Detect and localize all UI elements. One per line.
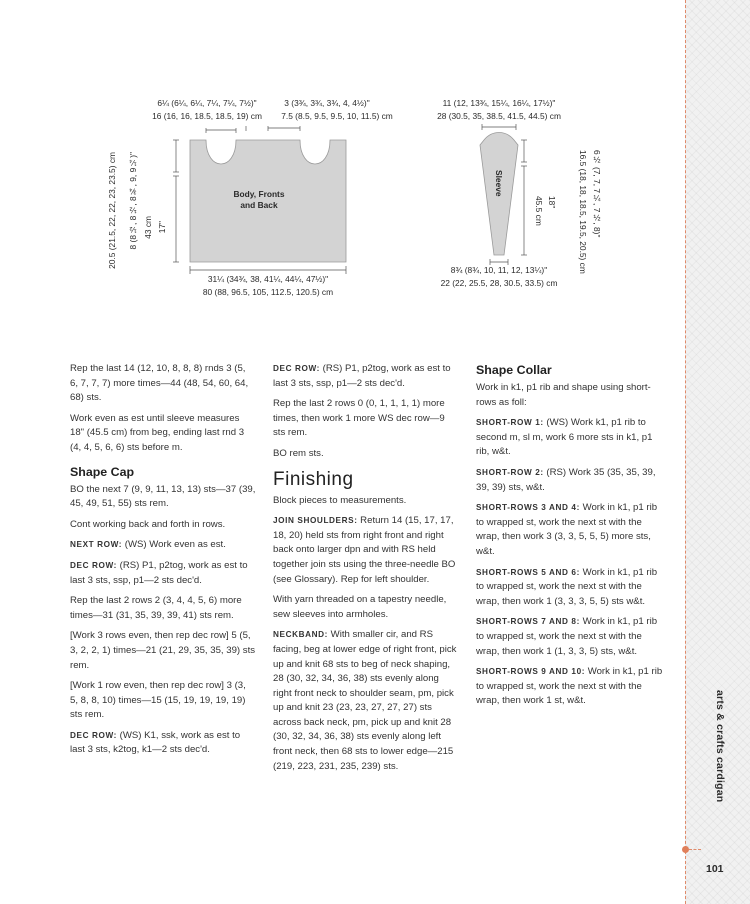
instruction-lead: SHORT-ROW 2: xyxy=(476,467,544,477)
sleeve-length-in: 18" xyxy=(547,196,557,209)
paragraph: BO rem sts. xyxy=(273,447,324,459)
paragraph: With yarn threaded on a tapestry needle, sew sleeves into armholes. xyxy=(273,594,447,620)
paragraph: Cont working back and forth in rows. xyxy=(70,518,226,530)
armhole-depth-in: 8 (8½, 8½, 8¾, 9, 9¼)" xyxy=(128,152,138,250)
column-2 xyxy=(273,362,459,780)
neck-width-cm: 7.5 (8.5, 9.5, 9.5, 10, 11.5) cm xyxy=(281,111,393,121)
instruction: DEC ROW: (RS) P1, p2tog, work as est to last 3 sts, ssp, p1—2 sts dec'd. xyxy=(273,363,451,389)
cap-height-cm: 16.5 (18, 18, 18.5, 19.5, 20.5) cm xyxy=(578,150,588,274)
body-width-in: 31¼ (34¾, 38, 41¼, 44¼, 47½)" xyxy=(207,274,329,284)
instruction-lead: NEXT ROW: xyxy=(70,540,123,550)
cap-height-in: 6½ (7, 7, 7¼, 7½, 8)" xyxy=(592,150,602,238)
body-length-in: 17" xyxy=(157,221,167,234)
heading-shape-collar: Shape Collar xyxy=(476,363,552,377)
sleeve-length-cm: 45.5 cm xyxy=(534,196,544,226)
page-number: 101 xyxy=(706,863,724,875)
side-marker-line xyxy=(689,849,701,850)
instruction-lead: SHORT-ROWS 5 AND 6: xyxy=(476,567,580,577)
instruction-lead: NECKBAND: xyxy=(273,630,328,640)
body-length-cm: 43 cm xyxy=(143,216,153,239)
instruction: NECKBAND: With smaller cir, and RS facing, beg at lower edge of right front, pick up and knit 68 sts to beg of neck shaping, 28 (30, 32, 34, 36, 38) sts evenly along right front neck to shoulder seam, pm, pick up and knit 23 (23, 23, 27, 27, 27) sts across back neck, pm, pick up and knit 28 (30, 32, 34, 36, 38) sts evenly along left front neck, then 68 sts to lower edge—215 (219, 223, 231, 235, 239) sts. xyxy=(273,629,457,772)
instruction: SHORT-ROWS 5 AND 6: Work in k1, p1 rib to wrapped st, work the next st with the wrap, then work 1 (3, 3, 3, 5, 5) sts w&t. xyxy=(476,566,658,607)
instruction-lead: DEC ROW: xyxy=(70,730,117,740)
instruction: DEC ROW: (WS) K1, ssk, work as est to last 3 sts, k2tog, k1—2 sts dec'd. xyxy=(70,729,241,756)
side-marker-dot xyxy=(682,846,689,853)
shoulder-width-in: 6¼ (6¼, 6¼, 7¼, 7¼, 7½)" xyxy=(157,98,257,108)
paragraph: Rep the last 14 (12, 10, 8, 8, 8) rnds 3 (5, 6, 7, 7, 7) more times—44 (48, 54, 60, 64, 68) sts. xyxy=(70,363,249,404)
cuff-width-in: 8¾ (8¾, 10, 11, 12, 13¼)" xyxy=(450,265,548,275)
instruction-lead: DEC ROW: xyxy=(70,560,117,570)
upper-arm-in: 11 (12, 13¾, 15¼, 16¼, 17½)" xyxy=(442,98,556,108)
heading-finishing: Finishing xyxy=(273,468,354,490)
instruction: SHORT-ROW 1: (WS) Work k1, p1 rib to second m, sl m, work 6 more sts in k1, p1 rib, w&t. xyxy=(476,417,653,458)
instruction: NEXT ROW: (WS) Work even as est. xyxy=(70,539,226,551)
paragraph: Block pieces to measurements. xyxy=(273,494,407,506)
instruction-lead: JOIN SHOULDERS: xyxy=(273,516,358,526)
instruction: SHORT-ROWS 9 AND 10: Work in k1, p1 rib to wrapped st, work the next st with the wrap, then work 1 st, w&t. xyxy=(476,666,663,707)
paragraph: Work in k1, p1 rib and shape using short-rows as foll: xyxy=(476,382,651,408)
shoulder-width-cm: 16 (16, 16, 18.5, 18.5, 19) cm xyxy=(152,111,262,121)
upper-arm-cm: 28 (30.5, 35, 38.5, 41.5, 44.5) cm xyxy=(437,111,561,121)
cuff-width-cm: 22 (22, 25.5, 28, 30.5, 33.5) cm xyxy=(440,278,558,288)
instruction-lead: SHORT-ROW 1: xyxy=(476,418,544,428)
column-1 xyxy=(70,362,256,764)
instruction-lead: SHORT-ROWS 7 AND 8: xyxy=(476,617,580,627)
column-3 xyxy=(476,362,666,715)
neck-width-in: 3 (3¾, 3¾, 3¾, 4, 4½)" xyxy=(284,98,370,108)
instruction: SHORT-ROW 2: (RS) Work 35 (35, 35, 39, 39, 39) sts, w&t. xyxy=(476,466,656,493)
paragraph: [Work 3 rows even, then rep dec row] 5 (5, 3, 2, 2, 1) times—21 (21, 29, 35, 35, 39) sts rem. xyxy=(70,630,256,671)
instruction-lead: SHORT-ROWS 3 AND 4: xyxy=(476,503,580,513)
side-dashed-line xyxy=(685,0,686,904)
armhole-depth-cm: 20.5 (21.5, 22, 22, 23, 23.5) cm xyxy=(107,152,117,269)
heading-shape-cap: Shape Cap xyxy=(70,464,135,479)
instruction: SHORT-ROWS 7 AND 8: Work in k1, p1 rib to wrapped st, work the next st with the wrap, then work 1 (1, 3, 3, 5) sts, w&t. xyxy=(476,616,658,657)
instruction: SHORT-ROWS 3 AND 4: Work in k1, p1 rib to wrapped st, work the next st with the wrap, then work 3 (3, 3, 5, 5, 5) more sts, w&t. xyxy=(476,502,658,557)
paragraph: Work even as est until sleeve measures 18" (45.5 cm) from beg, ending last rnd 3 (4, 4, 5, 6, 6) sts before m. xyxy=(70,412,245,453)
instruction: JOIN SHOULDERS: Return 14 (15, 17, 17, 18, 20) held sts from right front and right back onto larger dpn and with RS held together join sts using the three-needle BO (see Glossary). Rep for left shoulder. xyxy=(273,515,456,585)
paragraph: BO the next 7 (9, 9, 11, 13, 13) sts—37 (39, 45, 49, 51, 55) sts rem. xyxy=(70,483,256,510)
body-piece-label: Body, Fronts and Back xyxy=(233,189,285,210)
instruction: DEC ROW: (RS) P1, p2tog, work as est to last 3 sts, ssp, p1—2 sts dec'd. xyxy=(70,559,248,586)
paragraph: [Work 1 row even, then rep dec row] 3 (3, 5, 8, 8, 10) times—15 (15, 19, 19, 19, 19) sts rem. xyxy=(70,680,246,721)
running-title: arts & crafts cardigan xyxy=(714,690,726,803)
body-width-cm: 80 (88, 96.5, 105, 112.5, 120.5) cm xyxy=(202,287,334,297)
instruction-lead: SHORT-ROWS 9 AND 10: xyxy=(476,667,586,677)
sleeve-piece-label: Sleeve xyxy=(494,170,504,197)
paragraph: Rep the last 2 rows 0 (0, 1, 1, 1, 1) more times, then work 1 more WS dec row—9 sts rem. xyxy=(273,398,445,439)
paragraph: Rep the last 2 rows 2 (3, 4, 4, 5, 6) more times—31 (31, 35, 39, 39, 41) sts rem. xyxy=(70,595,242,621)
instruction-lead: DEC ROW: xyxy=(273,364,320,373)
